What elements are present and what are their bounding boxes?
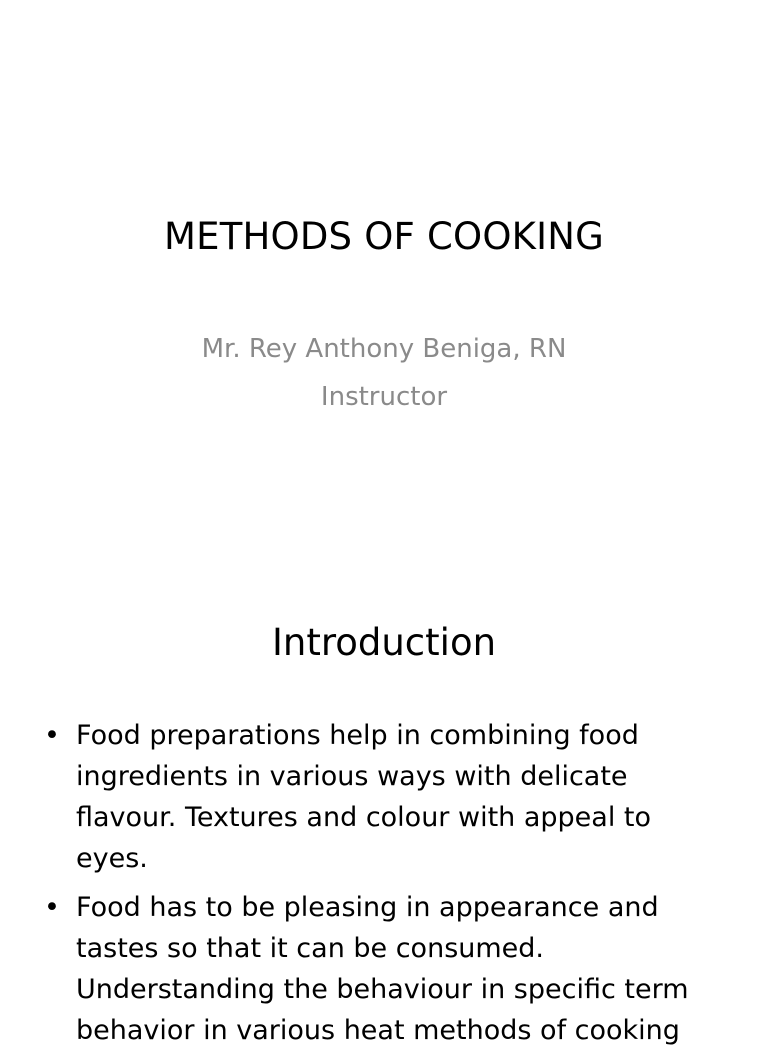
slide-title: METHODS OF COOKING — [164, 215, 604, 258]
bullet-list — [42, 715, 722, 1059]
bullet-icon: • — [44, 892, 60, 923]
presenter-role: Instructor — [320, 382, 448, 412]
bullet-icon: • — [44, 720, 60, 751]
bullet-item — [42, 887, 722, 1051]
introduction-slide — [0, 576, 768, 1046]
bullet-item — [42, 715, 722, 879]
presenter-name: Mr. Rey Anthony Beniga, RN — [201, 334, 567, 364]
bullet-text: Food preparations help in combining food ingredients in various ways with delicate flavour. Textures and colour with appeal to eyes. — [76, 720, 652, 874]
slide-title: Introduction — [271, 621, 497, 664]
bullet-text: Food has to be pleasing in appearance and tastes so that it can be consumed. Understanding the behaviour in specific term behavior in various heat methods of cooking — [76, 892, 689, 1046]
